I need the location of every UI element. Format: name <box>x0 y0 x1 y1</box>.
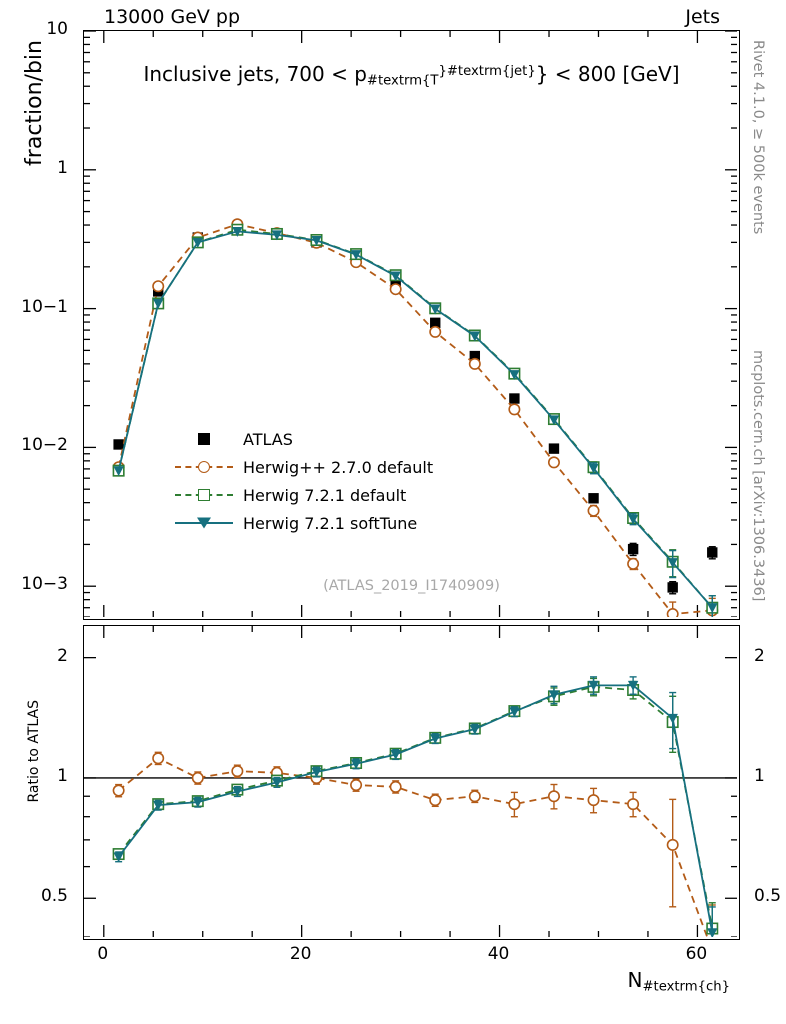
x-axis-title <box>628 968 730 995</box>
ratio-series-0-marker <box>549 791 559 801</box>
main-series-1-marker <box>430 327 440 337</box>
x-tick-label: 60 <box>685 944 708 964</box>
ratio-series-0-marker <box>667 840 677 850</box>
ratio-series-0-marker <box>153 753 163 763</box>
main-series-1-marker <box>470 359 480 369</box>
x-tick-label: 40 <box>487 944 510 964</box>
ratio-y-tick-label-right: 2 <box>754 645 765 666</box>
legend-label: ATLAS <box>243 429 293 449</box>
rivet-version-label: Rivet 4.1.0, ≥ 500k events <box>750 40 766 235</box>
legend-marker-icon <box>197 518 211 529</box>
main-y-tick-label: 10−1 <box>21 296 68 317</box>
plot-title-post: } < 800 [GeV] <box>535 62 680 86</box>
x-axis-title-main: N <box>627 968 643 992</box>
legend-marker-icon <box>198 489 210 501</box>
plot-title-sup: }#textrm{jet} <box>438 64 536 80</box>
main-y-tick-label: 1 <box>57 157 68 178</box>
ratio-series-1-line <box>119 687 713 929</box>
legend-item[interactable] <box>175 425 433 453</box>
main-series-0-marker <box>588 493 598 503</box>
ratio-series-2-line <box>119 685 713 932</box>
plot-title-sub: #textrm{T <box>366 73 439 89</box>
main-series-1-line <box>119 224 713 614</box>
legend-item[interactable] <box>175 481 433 509</box>
main-y-tick-label: 10−3 <box>21 574 68 595</box>
main-series-1-marker <box>588 505 598 515</box>
x-tick-labels <box>83 944 740 970</box>
ratio-series-0-marker <box>351 780 361 790</box>
x-axis-title-sub: #textrm{ch} <box>642 979 730 995</box>
ratio-y-tick-label: 1 <box>57 765 68 786</box>
main-y-axis-title-text: fraction/bin <box>22 40 47 166</box>
ratio-plot-canvas <box>84 626 737 937</box>
main-series-1-marker <box>667 609 677 617</box>
analysis-id-watermark: (ATLAS_2019_I1740909) <box>323 578 500 594</box>
legend-label: Herwig++ 2.7.0 default <box>243 457 434 477</box>
x-tick-label: 0 <box>97 944 109 964</box>
plot-title <box>83 62 740 89</box>
ratio-plot-panel <box>83 625 740 940</box>
main-series-1-marker <box>509 404 519 414</box>
header-process-label: Jets <box>685 6 720 28</box>
legend-key-triangle-down-filled-icon <box>175 513 233 533</box>
legend-label: Herwig 7.2.1 softTune <box>243 513 418 533</box>
ratio-series-0-line <box>119 758 713 937</box>
main-y-tick-labels <box>0 19 76 620</box>
header-beam-label: 13000 GeV pp <box>104 6 241 28</box>
ratio-series-0-marker <box>430 795 440 805</box>
ratio-series-0-marker <box>470 791 480 801</box>
main-series-1-marker <box>549 457 559 467</box>
legend-key-square-open-icon <box>175 485 233 505</box>
ratio-series-0-marker <box>193 773 203 783</box>
main-series-0-marker <box>628 544 638 554</box>
ratio-series-0-marker <box>232 766 242 776</box>
ratio-series-0-marker <box>509 799 519 809</box>
ratio-series-0-marker <box>628 799 638 809</box>
main-series-1-marker <box>390 284 400 294</box>
main-series-0-marker <box>113 439 123 449</box>
plot-title-pre: Inclusive jets, 700 < p <box>143 62 367 86</box>
mcplots-source-label: mcplots.cern.ch [arXiv:1306.3436] <box>750 350 766 602</box>
main-series-1-marker <box>153 281 163 291</box>
ratio-series-0-marker <box>113 785 123 795</box>
ratio-y-tick-label-right: 0.5 <box>754 886 782 907</box>
ratio-y-tick-label: 0.5 <box>40 886 68 907</box>
main-y-tick-label: 10−2 <box>21 435 68 456</box>
legend-marker-icon <box>198 461 210 473</box>
legend-marker-icon <box>198 433 210 445</box>
legend-item[interactable] <box>175 453 433 481</box>
ratio-y-tick-label: 2 <box>57 645 68 666</box>
ratio-series-0-marker <box>588 795 598 805</box>
main-series-0-marker <box>707 547 717 557</box>
legend-key-circle-open-icon <box>175 457 233 477</box>
legend-label: Herwig 7.2.1 default <box>243 485 407 505</box>
legend-item[interactable] <box>175 509 433 537</box>
main-series-0-marker <box>549 443 559 453</box>
main-series-3-line <box>119 231 713 607</box>
ratio-y-tick-labels-right <box>746 625 786 940</box>
ratio-y-tick-label-right: 1 <box>754 765 765 786</box>
ratio-y-tick-labels-left <box>0 625 76 940</box>
main-series-0-marker <box>509 393 519 403</box>
main-series-1-marker <box>628 559 638 569</box>
ratio-series-0-marker <box>390 782 400 792</box>
main-series-2-line <box>119 230 713 608</box>
legend <box>175 425 433 537</box>
legend-key-square-filled-icon <box>175 429 233 449</box>
ratio-y-axis-title-text: Ratio to ATLAS <box>26 700 42 803</box>
x-tick-label: 20 <box>289 944 312 964</box>
main-y-tick-label: 10 <box>46 19 68 39</box>
